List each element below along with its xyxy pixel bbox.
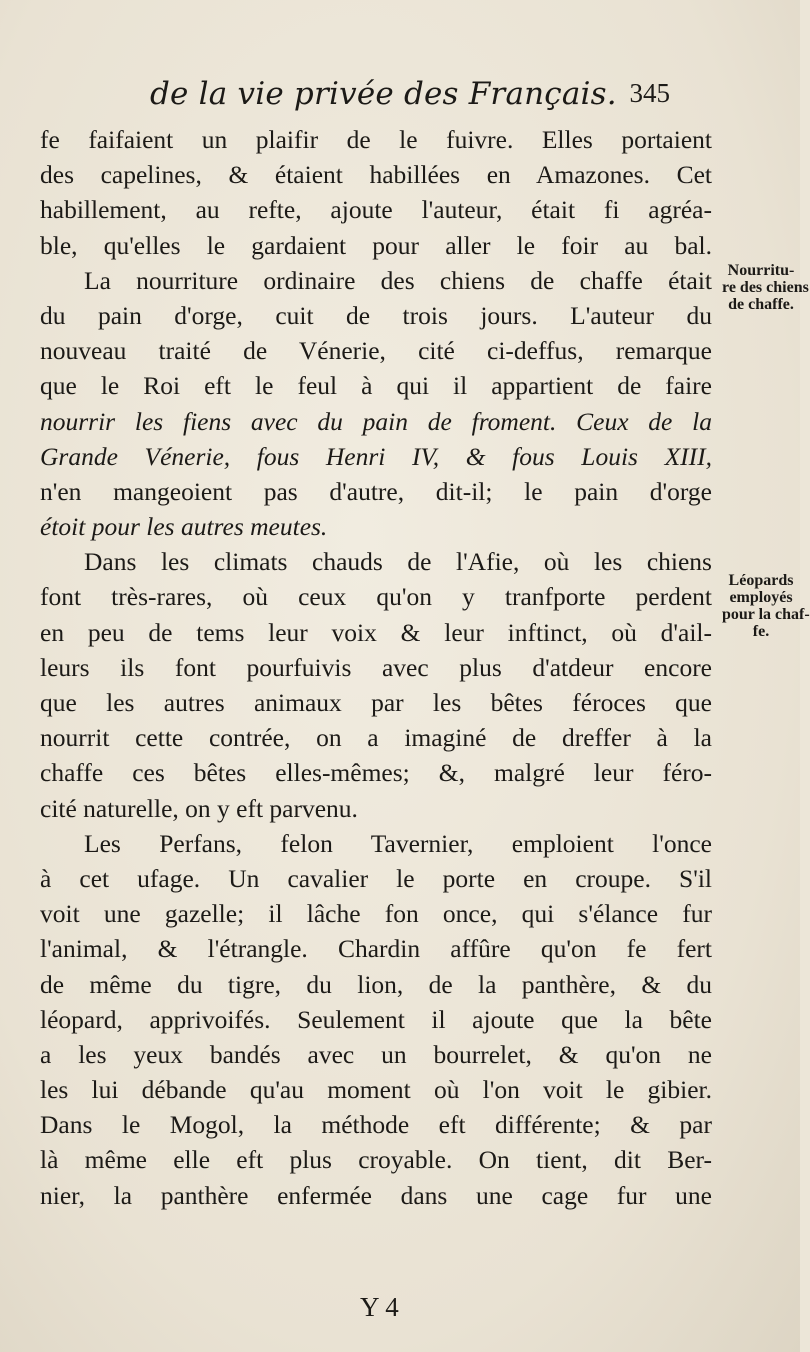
text-line: nourrit cette contrée, on a imaginé de dreffer à la xyxy=(40,723,712,753)
text-line: de même du tigre, du lion, de la panthère, & du xyxy=(40,969,712,999)
margin-note-line: re des chiens xyxy=(722,279,809,296)
body-text xyxy=(40,122,712,1213)
text-line: fe faifaient un plaifir de le fuivre. Elles portaient xyxy=(40,125,712,154)
text-line: voit une gazelle; il lâche fon once, qui s'élance fur xyxy=(40,899,712,929)
text-line: font très-rares, où ceux qu'on y tranfporte perdent xyxy=(40,582,712,612)
text-line: des capelines, & étaient habillées en Amazones. Cet xyxy=(40,160,712,190)
text-line: cité naturelle, on y eft parvenu. xyxy=(40,793,358,823)
text-line: nier, la panthère enfermée dans une cage fur une xyxy=(40,1180,712,1210)
margin-note-line: employés xyxy=(729,589,793,606)
margin-note-line: pour la chaf- xyxy=(722,606,810,623)
page-header xyxy=(150,76,670,116)
text-line: Dans les climats chauds de l'Afie, où les chiens xyxy=(84,547,712,577)
text-line: l'animal, & l'étrangle. Chardin affûre qu'on fe fert xyxy=(40,934,712,964)
margin-note-line: Léopards xyxy=(728,572,794,589)
text-line: à cet ufage. Un cavalier le porte en croupe. S'il xyxy=(40,863,712,893)
text-line: nourrir les fiens avec du pain de froment. Ceux de la xyxy=(40,406,712,436)
text-line: étoit pour les autres meutes. xyxy=(40,512,328,542)
text-line: a les yeux bandés avec un bourrelet, & qu'on ne xyxy=(40,1039,712,1069)
text-line: Grande Vénerie, fous Henri IV, & fous Louis XIII, xyxy=(40,441,712,471)
margin-note-line: de chaffe. xyxy=(728,296,794,313)
text-line: du pain d'orge, cuit de trois jours. L'auteur du xyxy=(40,300,712,330)
text-line: chaffe ces bêtes elles-mêmes; &, malgré leur féro- xyxy=(40,758,712,788)
running-title: de la vie privée des Français. xyxy=(150,76,617,112)
margin-note-leopards xyxy=(722,572,810,640)
margin-note-nourriture xyxy=(722,262,809,313)
text-line: leurs ils font pourfuivis avec plus d'atdeur encore xyxy=(40,652,712,682)
page-number: 345 xyxy=(629,78,670,108)
text-line: ble, qu'elles le gardaient pour aller le foir au bal. xyxy=(40,230,712,260)
text-line: que le Roi eft le feul à qui il appartient de faire xyxy=(40,371,712,401)
text-line: n'en mangeoient pas d'autre, dit-il; le pain d'orge xyxy=(40,476,712,506)
text-line: Les Perfans, felon Tavernier, emploient l'once xyxy=(84,828,712,858)
text-line: nouveau traité de Vénerie, cité ci-deffus, remarque xyxy=(40,336,712,366)
text-line: habillement, au refte, ajoute l'auteur, était fi agréa- xyxy=(40,195,712,225)
text-line: Dans le Mogol, la méthode eft différente; & par xyxy=(40,1110,712,1140)
signature-mark: Y 4 xyxy=(360,1292,399,1322)
text-line: les lui débande qu'au moment où l'on voit le gibier. xyxy=(40,1075,712,1105)
text-line: en peu de tems leur voix & leur inftinct, où d'ail- xyxy=(40,617,712,647)
text-line: La nourriture ordinaire des chiens de chaffe était xyxy=(84,265,712,295)
text-line: léopard, apprivoifés. Seulement il ajoute que la bête xyxy=(40,1004,712,1034)
text-line: là même elle eft plus croyable. On tient, dit Ber- xyxy=(40,1145,712,1175)
margin-note-line: Nourritu- xyxy=(727,262,795,279)
margin-note-line: fe. xyxy=(752,623,770,640)
text-line: que les autres animaux par les bêtes féroces que xyxy=(40,688,712,717)
